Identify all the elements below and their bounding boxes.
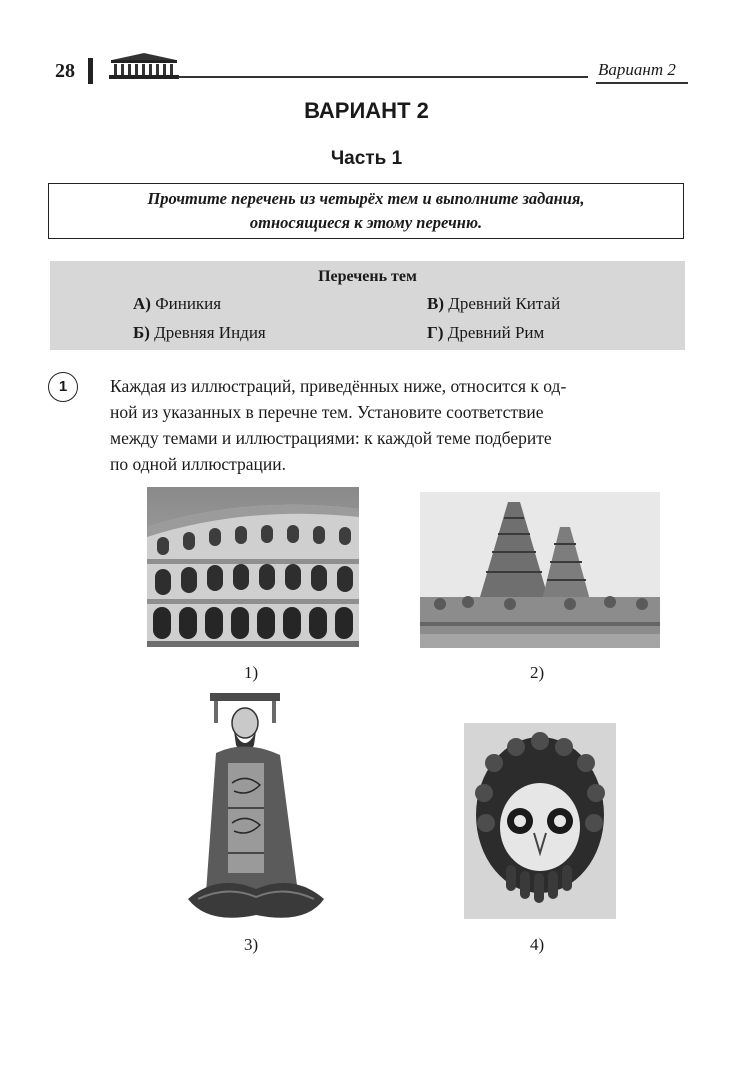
topic-name: Древний Рим bbox=[447, 323, 545, 342]
task-line: по одной иллюстрации. bbox=[110, 454, 287, 474]
page-number: 28 bbox=[55, 60, 75, 82]
topics-title: Перечень тем bbox=[318, 268, 417, 285]
task-line: Каждая из иллюстраций, приведённых ниже, относится к од- bbox=[110, 376, 567, 396]
topic-letter: Г) bbox=[427, 323, 444, 342]
topic-name: Древний Китай bbox=[448, 294, 561, 313]
header-bar bbox=[88, 58, 93, 84]
temple-image bbox=[420, 492, 660, 648]
variant-underline bbox=[596, 82, 688, 84]
topic-g bbox=[427, 323, 544, 343]
variant-label: Вариант 2 bbox=[598, 60, 676, 79]
topic-letter: А) bbox=[133, 294, 151, 313]
instruction-box bbox=[48, 183, 684, 239]
header-rule bbox=[178, 76, 588, 78]
task-number-badge: 1 bbox=[48, 372, 78, 402]
caption-3: 3) bbox=[244, 935, 259, 954]
emperor-image bbox=[188, 693, 324, 925]
instruction-line-2: относящиеся к этому перечню. bbox=[249, 213, 483, 232]
task-line: между темами и иллюстрациями: к каждой теме подберите bbox=[110, 428, 552, 448]
topic-letter: В) bbox=[427, 294, 444, 313]
topic-a bbox=[133, 294, 221, 314]
colosseum-image bbox=[147, 487, 359, 647]
topic-letter: Б) bbox=[133, 323, 150, 342]
task-text bbox=[110, 373, 695, 477]
topics-panel bbox=[50, 261, 685, 350]
caption-4: 4) bbox=[530, 935, 545, 954]
temple-logo-icon bbox=[108, 52, 180, 80]
part-title: Часть 1 bbox=[330, 148, 403, 169]
topic-v bbox=[427, 294, 560, 314]
mask-image bbox=[464, 723, 616, 919]
topic-name: Финикия bbox=[155, 294, 222, 313]
instruction-line-1: Прочтите перечень из четырёх тем и выполните задания, bbox=[147, 189, 585, 208]
topic-name: Древняя Индия bbox=[154, 323, 266, 342]
task-line: ной из указанных в перечне тем. Установите соответствие bbox=[110, 402, 544, 422]
page-title: ВАРИАНТ 2 bbox=[304, 98, 429, 123]
caption-1: 1) bbox=[244, 663, 259, 682]
topic-b bbox=[133, 323, 266, 343]
caption-2: 2) bbox=[530, 663, 545, 682]
